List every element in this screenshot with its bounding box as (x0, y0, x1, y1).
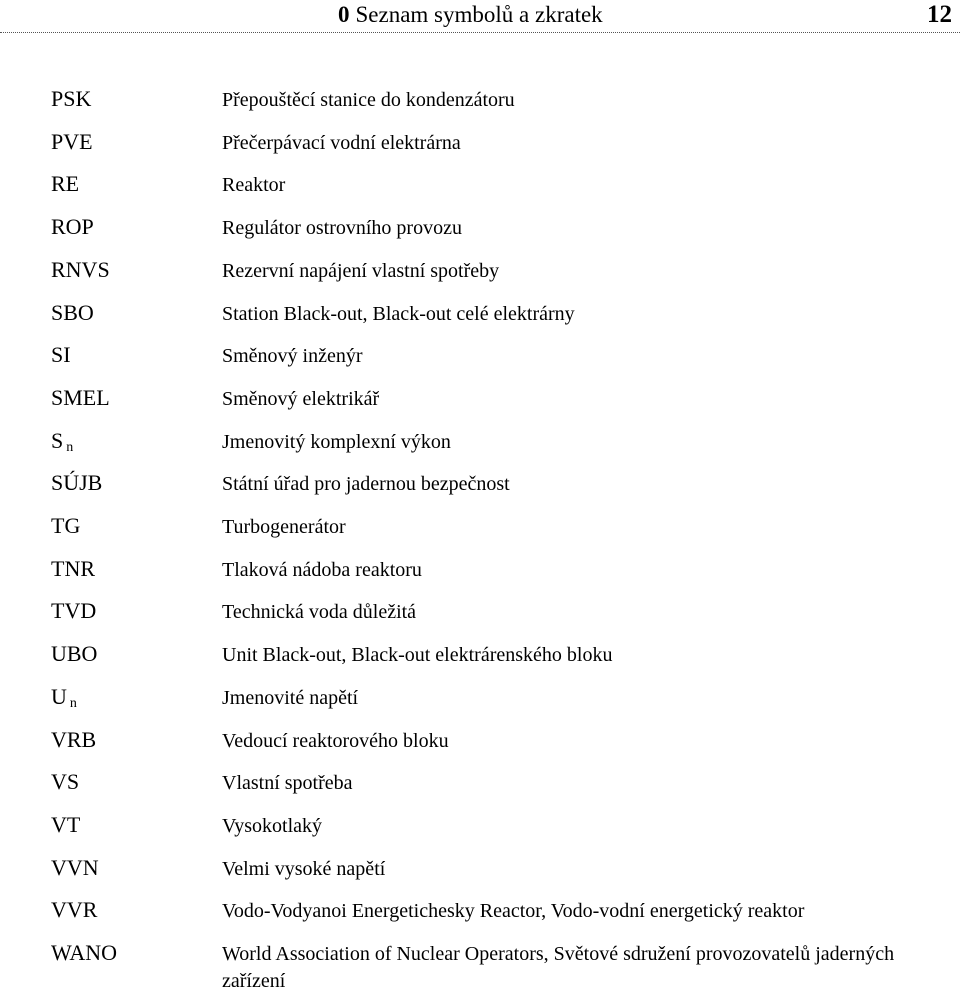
abbreviation-text: SI (51, 342, 71, 368)
abbreviation-term (51, 769, 79, 795)
abbreviation-text: U (51, 683, 67, 709)
abbreviation-text: PSK (51, 86, 92, 111)
abbreviation-row (0, 513, 960, 555)
abbreviation-description: Vysokotlaký (222, 814, 322, 837)
abbreviation-term (51, 214, 94, 240)
abbreviation-term (51, 257, 110, 283)
abbreviation-text: S (51, 427, 64, 453)
abbreviation-term (51, 684, 77, 714)
abbreviation-text: UBO (51, 641, 98, 667)
abbreviation-text: SBO (51, 299, 94, 325)
abbreviation-text: TNR (51, 555, 95, 581)
abbreviation-term (51, 385, 110, 411)
chapter-title: Seznam symbolů a zkratek (355, 2, 603, 27)
abbreviation-row (0, 342, 960, 384)
abbreviation-row (0, 129, 960, 171)
abbreviation-term (51, 940, 117, 966)
abbreviation-row (0, 641, 960, 683)
chapter-number: 0 (338, 2, 350, 27)
abbreviation-row (0, 86, 960, 128)
abbreviation-subscript: n (69, 695, 77, 711)
abbreviation-description: Reaktor (222, 174, 286, 197)
abbreviation-description: Station Black-out, Black-out celé elektrárny (222, 302, 575, 325)
abbreviation-row (0, 812, 960, 854)
abbreviation-term (51, 556, 95, 582)
abbreviation-row (0, 855, 960, 897)
abbreviation-text: RNVS (51, 256, 110, 282)
abbreviation-row (0, 300, 960, 342)
abbreviation-term (51, 86, 91, 112)
abbreviation-term (51, 641, 97, 667)
abbreviation-text: VVR (51, 897, 98, 923)
abbreviation-description: Vodo-Vodyanoi Energetichesky Reactor, Vodo-vodní energetický reaktor (222, 900, 805, 923)
abbreviation-row (0, 257, 960, 299)
abbreviation-description: Rezervní napájení vlastní spotřeby (222, 259, 500, 282)
abbreviation-description: World Association of Nuclear Operators, Světové sdružení provozovatelů jaderných zařízení (222, 943, 895, 992)
abbreviation-term (51, 812, 80, 838)
abbreviation-description: Tlaková nádoba reaktoru (222, 558, 422, 581)
abbreviation-description: Technická voda důležitá (222, 601, 417, 624)
abbreviation-term (51, 855, 99, 881)
abbreviation-text: SÚJB (51, 470, 103, 496)
abbreviation-row (0, 556, 960, 598)
abbreviation-subscript: n (66, 439, 74, 455)
abbreviation-text: VT (51, 811, 81, 837)
abbreviation-row (0, 684, 960, 726)
chapter-heading (338, 2, 603, 28)
abbreviation-row (0, 769, 960, 811)
page-header (0, 0, 960, 33)
abbreviation-row (0, 598, 960, 640)
abbreviation-text: SMEL (51, 384, 110, 410)
abbreviation-description: Unit Black-out, Black-out elektrárenského bloku (222, 644, 613, 667)
abbreviation-text: WANO (51, 940, 117, 965)
abbreviation-row (0, 171, 960, 213)
abbreviation-text: VRB (51, 726, 97, 752)
abbreviation-text: TVD (51, 598, 97, 624)
abbreviation-description: Velmi vysoké napětí (222, 857, 386, 880)
abbreviation-term (51, 300, 94, 326)
abbreviation-description: Jmenovité napětí (222, 686, 359, 709)
abbreviation-row (0, 428, 960, 470)
abbreviation-row (0, 385, 960, 427)
abbreviation-description: Vlastní spotřeba (222, 772, 353, 795)
abbreviation-term (51, 470, 102, 496)
abbreviation-description: Turbogenerátor (222, 516, 346, 538)
abbreviation-term (51, 598, 96, 624)
abbreviation-term (51, 513, 80, 539)
abbreviation-row (0, 214, 960, 256)
abbreviation-description: Jmenovitý komplexní výkon (222, 430, 451, 453)
abbreviation-row (0, 940, 960, 992)
abbreviation-description: Směnový elektrikář (222, 387, 380, 410)
abbreviation-term (51, 342, 71, 368)
abbreviation-description: Vedoucí reaktorového bloku (222, 729, 449, 752)
abbreviation-text: ROP (51, 214, 94, 240)
abbreviation-row (0, 727, 960, 769)
abbreviation-description: Směnový inženýr (222, 345, 363, 368)
abbreviation-row (0, 470, 960, 512)
abbreviation-text: VS (51, 769, 80, 795)
abbreviation-term (51, 428, 73, 458)
abbreviation-term (51, 727, 96, 753)
abbreviation-description: Přečerpávací vodní elektrárna (222, 131, 461, 154)
abbreviation-description: Státní úřad pro jadernou bezpečnost (222, 473, 510, 496)
abbreviation-text: PVE (51, 128, 93, 154)
abbreviation-text: VVN (51, 854, 99, 880)
abbreviation-row (0, 897, 960, 939)
abbreviation-text: TG (51, 513, 81, 538)
abbreviation-text: RE (51, 171, 80, 197)
abbreviation-term (51, 171, 79, 197)
abbreviation-term (51, 897, 97, 923)
page-number: 12 (927, 1, 952, 28)
abbreviation-term (51, 129, 93, 155)
abbreviation-description: Přepouštěcí stanice do kondenzátoru (222, 89, 515, 111)
abbreviation-description: Regulátor ostrovního provozu (222, 217, 462, 240)
